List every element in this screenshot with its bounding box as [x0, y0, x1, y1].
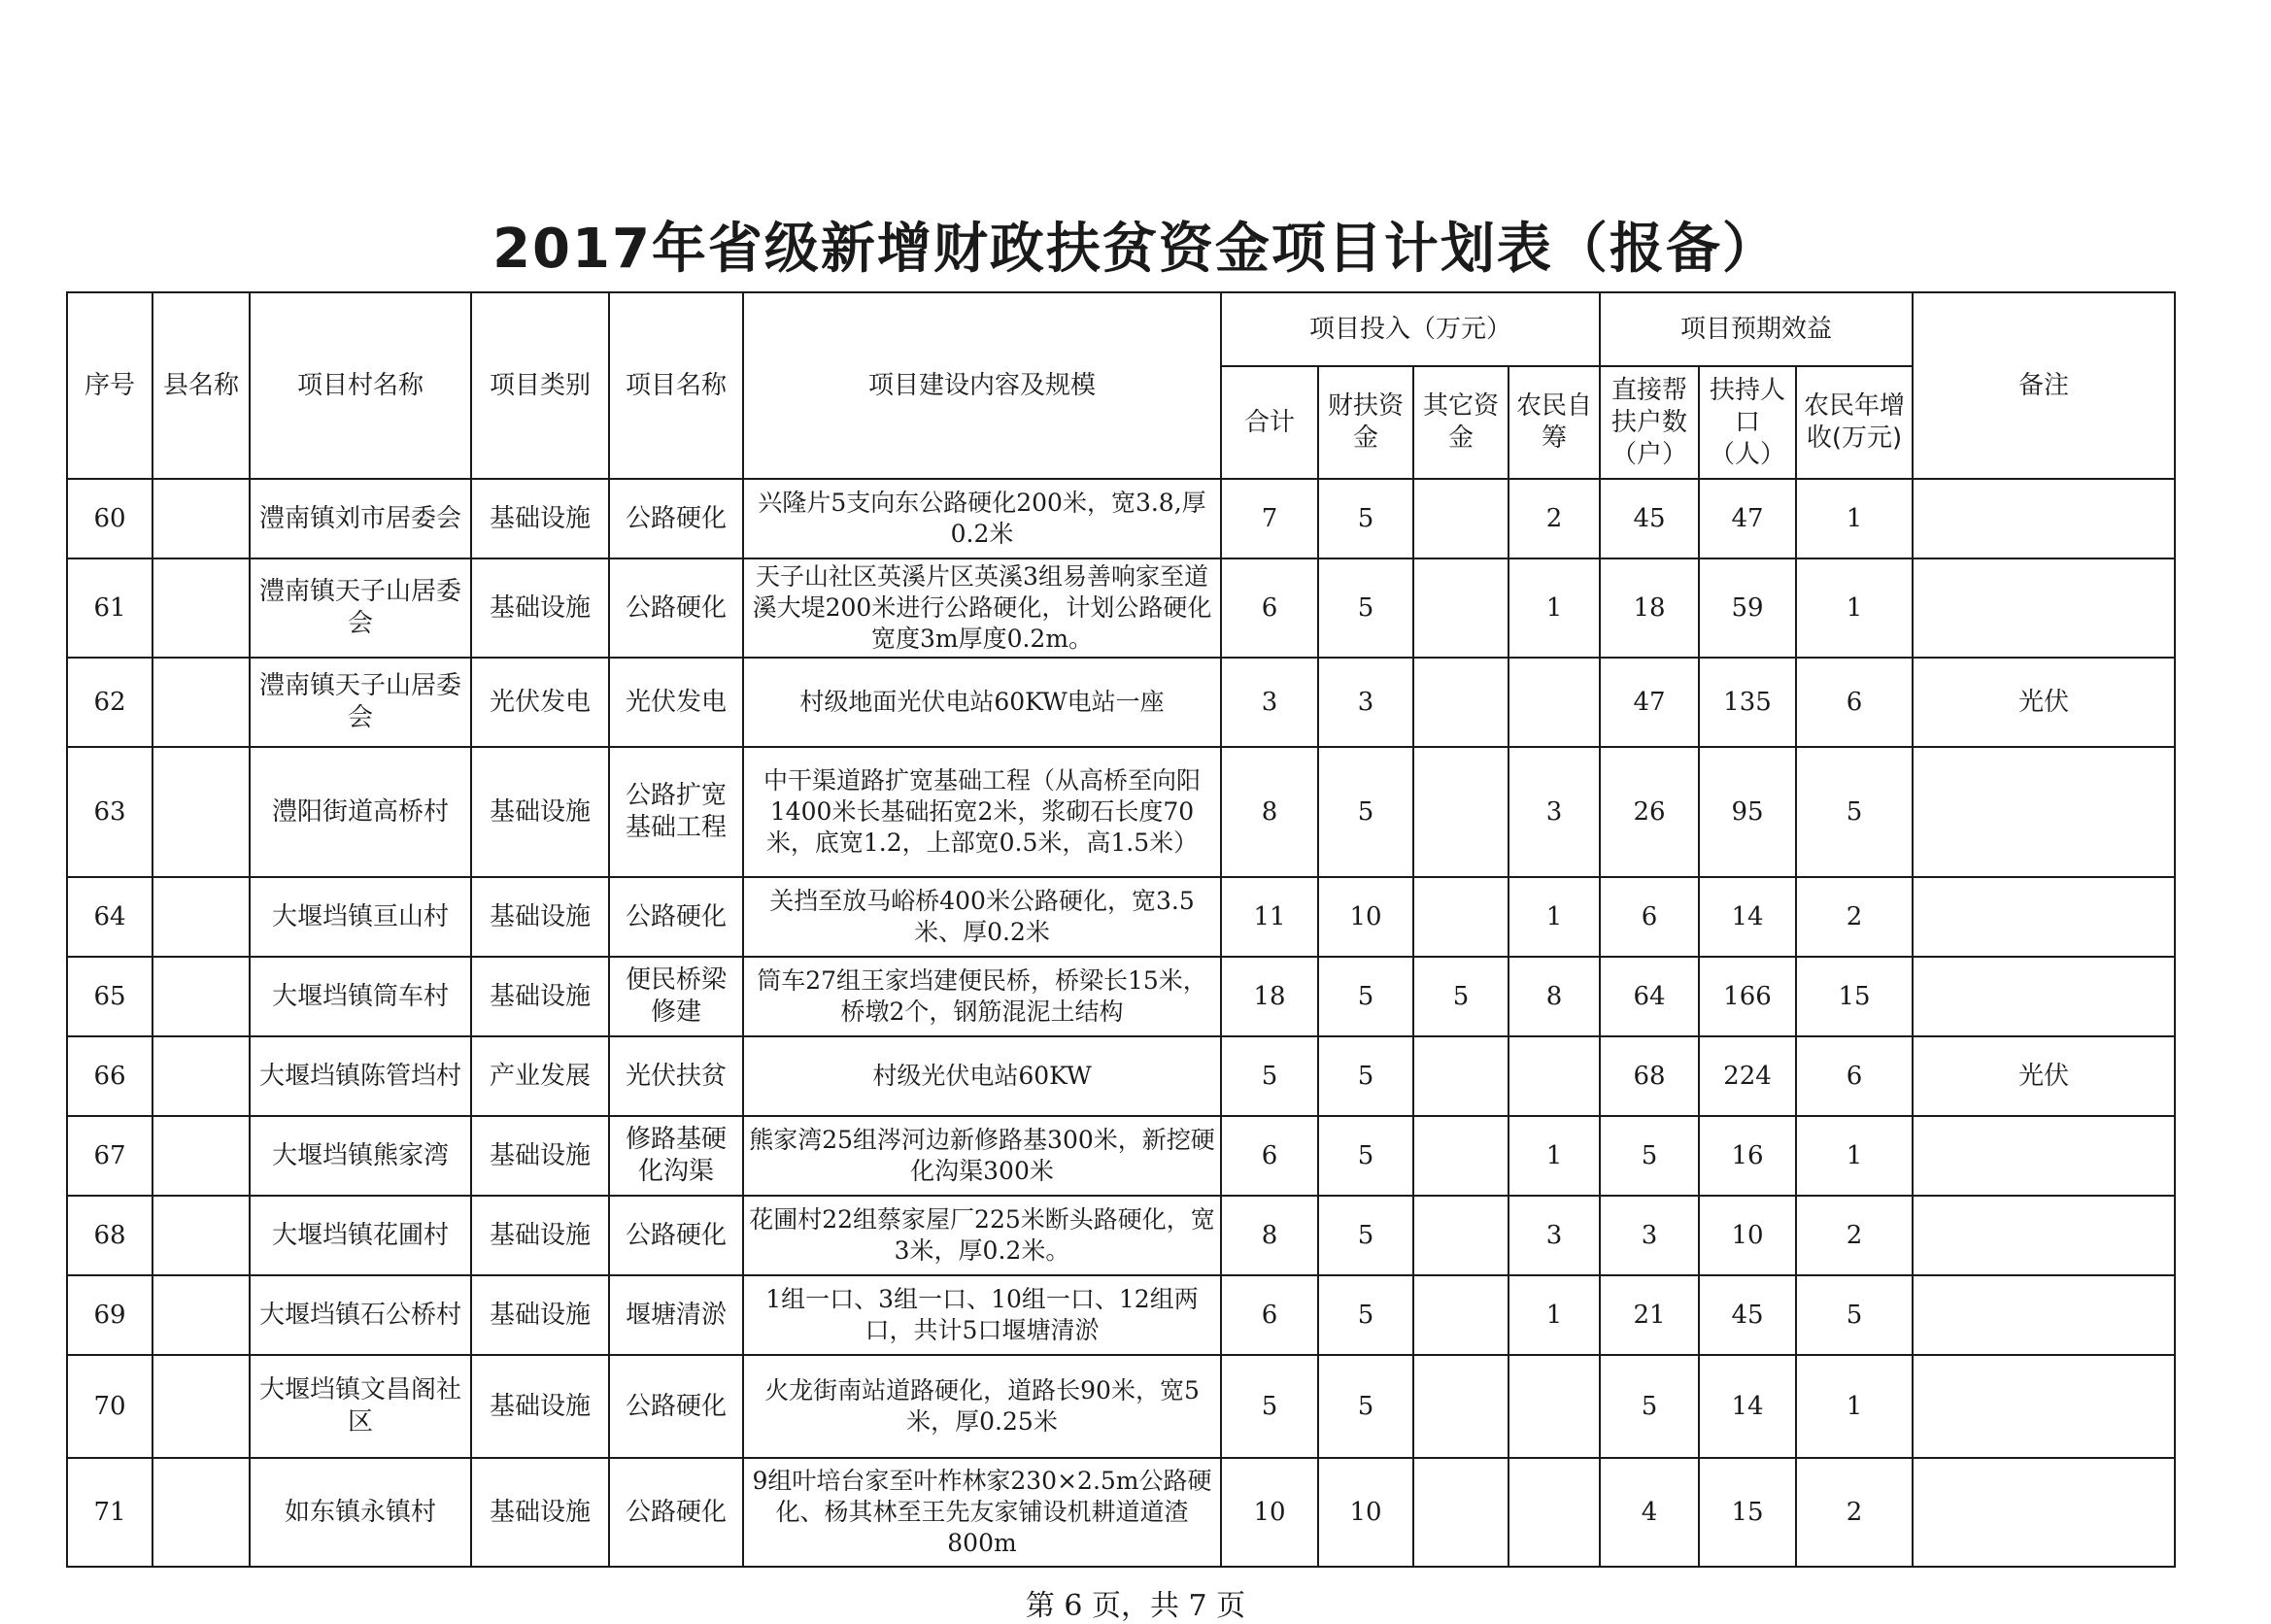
cell-county: [153, 658, 250, 747]
cell-income: 15: [1796, 957, 1913, 1036]
cell-other: [1413, 877, 1508, 957]
cell-fiscal: 3: [1318, 658, 1413, 747]
cell-households: 64: [1600, 957, 1699, 1036]
cell-content: 火龙街南站道路硬化，道路长90米，宽5米，厚0.25米: [743, 1355, 1221, 1458]
cell-total: 6: [1221, 1116, 1318, 1196]
cell-category: 基础设施: [471, 1116, 609, 1196]
cell-households: 26: [1600, 747, 1699, 877]
cell-seq: 62: [67, 658, 153, 747]
cell-fiscal: 10: [1318, 1458, 1413, 1567]
cell-name: 公路扩宽基础工程: [609, 747, 743, 877]
cell-remark: [1913, 558, 2175, 658]
cell-category: 基础设施: [471, 747, 609, 877]
cell-remark: [1913, 479, 2175, 558]
cell-population: 224: [1699, 1036, 1796, 1116]
cell-fiscal: 5: [1318, 479, 1413, 558]
cell-other: [1413, 1116, 1508, 1196]
cell-total: 3: [1221, 658, 1318, 747]
cell-name: 光伏扶贫: [609, 1036, 743, 1116]
cell-self: 3: [1508, 747, 1600, 877]
cell-seq: 65: [67, 957, 153, 1036]
cell-category: 光伏发电: [471, 658, 609, 747]
cell-village: 大堰垱镇亘山村: [250, 877, 471, 957]
cell-income: 5: [1796, 747, 1913, 877]
cell-seq: 70: [67, 1355, 153, 1458]
cell-households: 5: [1600, 1355, 1699, 1458]
cell-category: 基础设施: [471, 957, 609, 1036]
table-row: [67, 658, 2175, 747]
cell-county: [153, 747, 250, 877]
cell-income: 6: [1796, 1036, 1913, 1116]
cell-income: 2: [1796, 1458, 1913, 1567]
cell-total: 6: [1221, 558, 1318, 658]
cell-seq: 69: [67, 1275, 153, 1355]
cell-name: 修路基硬化沟渠: [609, 1116, 743, 1196]
cell-total: 5: [1221, 1355, 1318, 1458]
cell-self: 1: [1508, 877, 1600, 957]
cell-remark: [1913, 877, 2175, 957]
cell-income: 1: [1796, 1355, 1913, 1458]
cell-content: 中干渠道路扩宽基础工程（从高桥至向阳1400米长基础拓宽2米，浆砌石长度70米，底宽1.2，上部宽0.5米，高1.5米）: [743, 747, 1221, 877]
cell-village: 大堰垱镇文昌阁社区: [250, 1355, 471, 1458]
cell-remark: [1913, 1275, 2175, 1355]
cell-income: 2: [1796, 1196, 1913, 1275]
cell-name: 公路硬化: [609, 1355, 743, 1458]
cell-total: 8: [1221, 1196, 1318, 1275]
header-content: 项目建设内容及规模: [743, 292, 1221, 479]
cell-remark: [1913, 1458, 2175, 1567]
cell-fiscal: 10: [1318, 877, 1413, 957]
cell-seq: 61: [67, 558, 153, 658]
cell-income: 1: [1796, 558, 1913, 658]
header-fiscal: 财扶资金: [1318, 366, 1413, 479]
cell-self: 8: [1508, 957, 1600, 1036]
cell-other: [1413, 747, 1508, 877]
cell-self: 1: [1508, 1275, 1600, 1355]
cell-self: [1508, 1458, 1600, 1567]
cell-households: 4: [1600, 1458, 1699, 1567]
cell-content: 花圃村22组蔡家屋厂225米断头路硬化，宽3米，厚0.2米。: [743, 1196, 1221, 1275]
cell-name: 便民桥梁修建: [609, 957, 743, 1036]
cell-fiscal: 5: [1318, 957, 1413, 1036]
cell-other: [1413, 1036, 1508, 1116]
table-row: [67, 957, 2175, 1036]
cell-households: 3: [1600, 1196, 1699, 1275]
cell-name: 公路硬化: [609, 1196, 743, 1275]
cell-category: 基础设施: [471, 1355, 609, 1458]
cell-village: 大堰垱镇熊家湾: [250, 1116, 471, 1196]
cell-village: 大堰垱镇陈管垱村: [250, 1036, 471, 1116]
cell-category: 基础设施: [471, 558, 609, 658]
header-village: 项目村名称: [250, 292, 471, 479]
cell-content: 1组一口、3组一口、10组一口、12组两口，共计5口堰塘清淤: [743, 1275, 1221, 1355]
cell-category: 基础设施: [471, 877, 609, 957]
cell-content: 熊家湾25组涔河边新修路基300米，新挖硬化沟渠300米: [743, 1116, 1221, 1196]
cell-remark: [1913, 1196, 2175, 1275]
cell-other: [1413, 1275, 1508, 1355]
cell-remark: [1913, 957, 2175, 1036]
cell-seq: 64: [67, 877, 153, 957]
header-investment-group: 项目投入（万元）: [1221, 292, 1600, 366]
header-benefit-group: 项目预期效益: [1600, 292, 1913, 366]
cell-fiscal: 5: [1318, 747, 1413, 877]
table-row: [67, 558, 2175, 658]
cell-self: 1: [1508, 558, 1600, 658]
cell-village: 如东镇永镇村: [250, 1458, 471, 1567]
cell-village: 大堰垱镇筒车村: [250, 957, 471, 1036]
cell-category: 基础设施: [471, 1196, 609, 1275]
cell-village: 澧南镇天子山居委会: [250, 558, 471, 658]
cell-county: [153, 1355, 250, 1458]
cell-self: 2: [1508, 479, 1600, 558]
cell-households: 47: [1600, 658, 1699, 747]
cell-other: 5: [1413, 957, 1508, 1036]
cell-population: 16: [1699, 1116, 1796, 1196]
header-name: 项目名称: [609, 292, 743, 479]
table-row: [67, 1116, 2175, 1196]
table-row: [67, 1036, 2175, 1116]
cell-county: [153, 479, 250, 558]
cell-content: 关挡至放马峪桥400米公路硬化，宽3.5米、厚0.2米: [743, 877, 1221, 957]
cell-category: 基础设施: [471, 1458, 609, 1567]
cell-population: 95: [1699, 747, 1796, 877]
cell-total: 10: [1221, 1458, 1318, 1567]
cell-name: 公路硬化: [609, 877, 743, 957]
cell-county: [153, 957, 250, 1036]
cell-population: 135: [1699, 658, 1796, 747]
cell-fiscal: 5: [1318, 558, 1413, 658]
cell-county: [153, 558, 250, 658]
cell-name: 光伏发电: [609, 658, 743, 747]
cell-population: 166: [1699, 957, 1796, 1036]
header-total: 合计: [1221, 366, 1318, 479]
cell-population: 10: [1699, 1196, 1796, 1275]
cell-remark: [1913, 1355, 2175, 1458]
cell-households: 68: [1600, 1036, 1699, 1116]
cell-seq: 60: [67, 479, 153, 558]
cell-self: [1508, 1036, 1600, 1116]
page-title: 2017年省级新增财政扶贫资金项目计划表（报备）: [492, 218, 1779, 281]
header-category: 项目类别: [471, 292, 609, 479]
cell-fiscal: 5: [1318, 1196, 1413, 1275]
cell-village: 澧阳街道高桥村: [250, 747, 471, 877]
cell-fiscal: 5: [1318, 1116, 1413, 1196]
cell-total: 18: [1221, 957, 1318, 1036]
cell-county: [153, 877, 250, 957]
cell-county: [153, 1458, 250, 1567]
cell-remark: 光伏: [1913, 1036, 2175, 1116]
header-seq: 序号: [67, 292, 153, 479]
cell-other: [1413, 558, 1508, 658]
cell-seq: 63: [67, 747, 153, 877]
cell-seq: 66: [67, 1036, 153, 1116]
cell-fiscal: 5: [1318, 1355, 1413, 1458]
cell-other: [1413, 479, 1508, 558]
cell-self: [1508, 1355, 1600, 1458]
page-number: 第 6 页，共 7 页: [1025, 1589, 1246, 1623]
cell-other: [1413, 1196, 1508, 1275]
cell-total: 6: [1221, 1275, 1318, 1355]
cell-population: 45: [1699, 1275, 1796, 1355]
cell-category: 基础设施: [471, 1275, 609, 1355]
cell-households: 6: [1600, 877, 1699, 957]
cell-total: 7: [1221, 479, 1318, 558]
cell-village: 大堰垱镇石公桥村: [250, 1275, 471, 1355]
cell-income: 1: [1796, 479, 1913, 558]
cell-population: 15: [1699, 1458, 1796, 1567]
cell-remark: [1913, 747, 2175, 877]
table-row: [67, 1355, 2175, 1458]
cell-county: [153, 1116, 250, 1196]
cell-name: 公路硬化: [609, 1458, 743, 1567]
cell-name: 公路硬化: [609, 479, 743, 558]
cell-county: [153, 1196, 250, 1275]
cell-population: 14: [1699, 877, 1796, 957]
cell-households: 21: [1600, 1275, 1699, 1355]
header-remark: 备注: [1913, 292, 2175, 479]
cell-population: 59: [1699, 558, 1796, 658]
cell-content: 筒车27组王家垱建便民桥，桥梁长15米，桥墩2个，钢筋混泥土结构: [743, 957, 1221, 1036]
cell-content: 兴隆片5支向东公路硬化200米，宽3.8,厚0.2米: [743, 479, 1221, 558]
header-households: 直接帮扶户数（户）: [1600, 366, 1699, 479]
cell-population: 14: [1699, 1355, 1796, 1458]
cell-households: 5: [1600, 1116, 1699, 1196]
cell-content: 村级地面光伏电站60KW电站一座: [743, 658, 1221, 747]
cell-total: 5: [1221, 1036, 1318, 1116]
cell-name: 公路硬化: [609, 558, 743, 658]
cell-other: [1413, 1458, 1508, 1567]
header-self: 农民自筹: [1508, 366, 1600, 479]
cell-households: 18: [1600, 558, 1699, 658]
table-row: [67, 1458, 2175, 1567]
cell-name: 堰塘清淤: [609, 1275, 743, 1355]
cell-other: [1413, 658, 1508, 747]
table-row: [67, 1196, 2175, 1275]
cell-category: 基础设施: [471, 479, 609, 558]
cell-income: 5: [1796, 1275, 1913, 1355]
cell-county: [153, 1036, 250, 1116]
cell-village: 澧南镇天子山居委会: [250, 658, 471, 747]
cell-content: 9组叶培台家至叶柞林家230×2.5m公路硬化、杨其林至王先友家铺设机耕道道渣800m: [743, 1458, 1221, 1567]
cell-content: 村级光伏电站60KW: [743, 1036, 1221, 1116]
header-other: 其它资金: [1413, 366, 1508, 479]
cell-population: 47: [1699, 479, 1796, 558]
cell-seq: 71: [67, 1458, 153, 1567]
cell-fiscal: 5: [1318, 1275, 1413, 1355]
table-row: [67, 1275, 2175, 1355]
cell-village: 大堰垱镇花圃村: [250, 1196, 471, 1275]
project-plan-table: [66, 291, 2176, 1568]
header-population: 扶持人口（人）: [1699, 366, 1796, 479]
table-row: [67, 479, 2175, 558]
cell-county: [153, 1275, 250, 1355]
cell-income: 6: [1796, 658, 1913, 747]
cell-category: 产业发展: [471, 1036, 609, 1116]
cell-income: 1: [1796, 1116, 1913, 1196]
table-row: [67, 877, 2175, 957]
cell-income: 2: [1796, 877, 1913, 957]
header-income: 农民年增收(万元): [1796, 366, 1913, 479]
cell-self: 1: [1508, 1116, 1600, 1196]
cell-total: 11: [1221, 877, 1318, 957]
cell-fiscal: 5: [1318, 1036, 1413, 1116]
cell-remark: 光伏: [1913, 658, 2175, 747]
table-body: [67, 479, 2175, 1567]
cell-seq: 67: [67, 1116, 153, 1196]
cell-total: 8: [1221, 747, 1318, 877]
cell-seq: 68: [67, 1196, 153, 1275]
cell-self: 3: [1508, 1196, 1600, 1275]
header-county: 县名称: [153, 292, 250, 479]
cell-other: [1413, 1355, 1508, 1458]
cell-households: 45: [1600, 479, 1699, 558]
cell-self: [1508, 658, 1600, 747]
cell-village: 澧南镇刘市居委会: [250, 479, 471, 558]
table-row: [67, 747, 2175, 877]
cell-remark: [1913, 1116, 2175, 1196]
cell-content: 天子山社区英溪片区英溪3组易善响家至道溪大堤200米进行公路硬化，计划公路硬化宽度3m厚度0.2m。: [743, 558, 1221, 658]
